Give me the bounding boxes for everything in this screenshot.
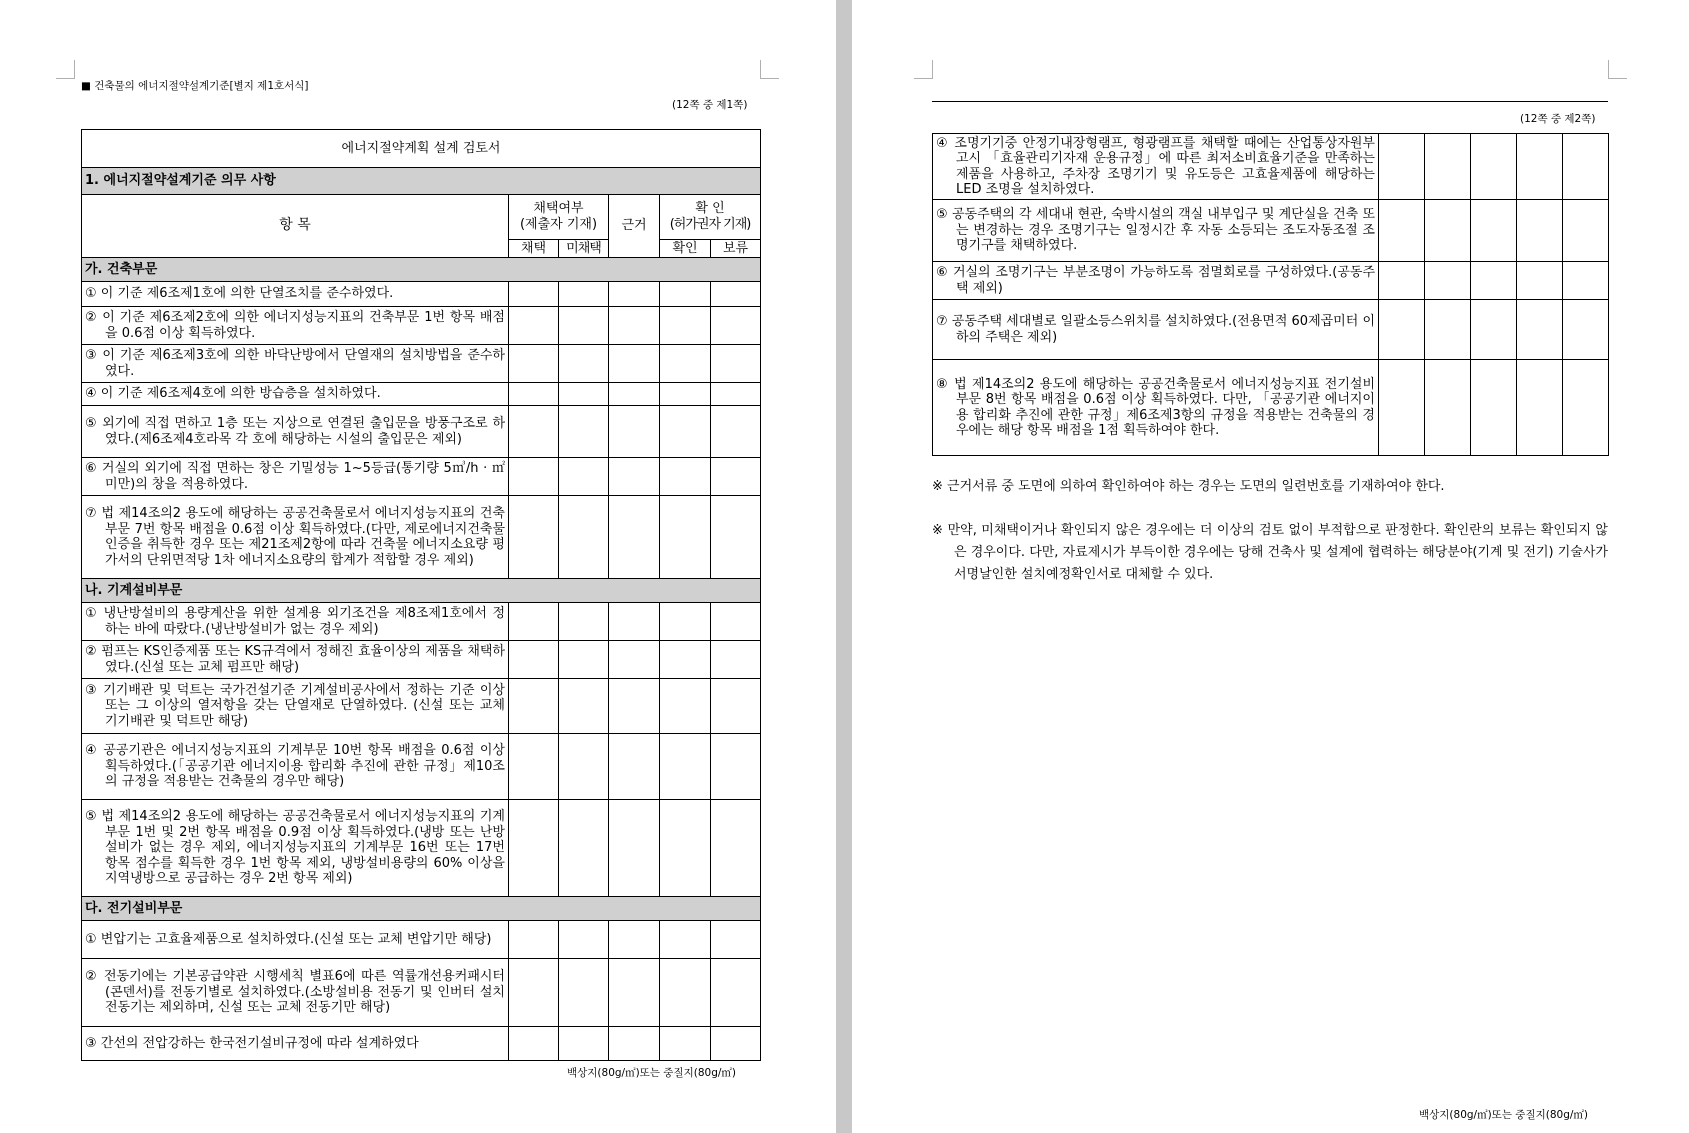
item-text: ⑥ 거실의 조명기구는 부분조명이 가능하도록 점멸회로를 구성하였다.(공동주택 제외) [936, 265, 1375, 296]
pending-checkbox[interactable] [711, 603, 761, 641]
confirmed-checkbox[interactable] [660, 679, 711, 734]
note-drawing-number: ※ 근거서류 중 도면에 의하여 확인하여야 하는 경우는 도면의 일련번호를 기재하여야 한다. [932, 479, 1445, 494]
pending-checkbox[interactable] [711, 282, 761, 307]
basis-field[interactable] [1471, 360, 1517, 456]
adopted-checkbox[interactable] [1379, 200, 1425, 262]
basis-field[interactable] [609, 282, 660, 307]
crop-mark [760, 60, 779, 79]
item-text: ④ 공공기관은 에너지성능지표의 기계부문 10번 항목 배점을 0.6점 이상 획득하였다.(「공공기관 에너지이용 합리화 추진에 관한 규정」제10조의 규정을 적용받는 건축물의 경우만 해당) [85, 743, 505, 790]
confirmed-checkbox[interactable] [660, 641, 711, 679]
table-row [82, 641, 761, 679]
pending-checkbox[interactable] [711, 345, 761, 383]
item-text: ③ 이 기준 제6조제3호에 의한 바닥난방에서 단열재의 설치방법을 준수하였다. [85, 348, 505, 379]
adopted-checkbox[interactable] [509, 307, 559, 345]
document-title: 에너지절약계획 설계 검토서 [82, 130, 761, 168]
not-adopted-checkbox[interactable] [559, 458, 609, 496]
adopted-checkbox[interactable] [1379, 134, 1425, 200]
pending-checkbox[interactable] [711, 959, 761, 1027]
item-text: ① 변압기는 고효율제품으로 설치하였다.(신설 또는 교체 변압기만 해당) [85, 931, 492, 947]
adopted-checkbox[interactable] [509, 800, 559, 897]
column-header-basis: 근거 [609, 195, 660, 258]
page-number: (12쪽 중 제2쪽) [1520, 113, 1596, 125]
not-adopted-checkbox[interactable] [559, 641, 609, 679]
not-adopted-checkbox[interactable] [559, 307, 609, 345]
confirmed-checkbox[interactable] [1517, 300, 1563, 360]
confirmed-checkbox[interactable] [660, 800, 711, 897]
not-adopted-checkbox[interactable] [1425, 134, 1471, 200]
basis-field[interactable] [609, 641, 660, 679]
confirm-label: 확 인 [695, 201, 725, 216]
table-row [933, 262, 1609, 300]
pending-checkbox[interactable] [711, 800, 761, 897]
table-row [82, 345, 761, 383]
adopted-checkbox[interactable] [509, 603, 559, 641]
pending-checkbox[interactable] [711, 406, 761, 458]
crop-mark [56, 60, 75, 79]
adopted-checkbox[interactable] [509, 641, 559, 679]
item-text: ① 이 기준 제6조제1호에 의한 단열조치를 준수하였다. [85, 286, 394, 302]
confirmed-checkbox[interactable] [660, 345, 711, 383]
confirmed-checkbox[interactable] [660, 959, 711, 1027]
paper-spec-footer: 백상지(80g/㎡)또는 중질지(80g/㎡) [1419, 1109, 1588, 1121]
column-header-adopted: 채택 [509, 240, 559, 258]
table-row [82, 1027, 761, 1061]
confirmed-checkbox[interactable] [1517, 262, 1563, 300]
table-row [82, 959, 761, 1027]
pending-checkbox[interactable] [711, 307, 761, 345]
header-rule [932, 101, 1608, 102]
table-row [82, 307, 761, 345]
item-text: ② 펌프는 KS인증제품 또는 KS규격에서 정해진 효율이상의 제품을 채택하였다.(신설 또는 교체 펌프만 해당) [85, 644, 505, 675]
item-text: ⑦ 법 제14조의2 용도에 해당하는 공공건축물로서 에너지성능지표의 건축부문 7번 항목 배점을 0.6점 이상 획득하였다.(다만, 제로에너지건축물 인증을 취득한 경우 또는 제21조제2항에 따라 건축물 에너지소요량 평가서의 단위면적당 1차 에너지소요량의 합계가 적합할 경우 제외) [85, 506, 505, 568]
document-page-1 [0, 0, 836, 1133]
column-header-confirm [660, 195, 761, 240]
pending-checkbox[interactable] [1563, 300, 1609, 360]
table-row [933, 134, 1609, 200]
confirmed-checkbox[interactable] [1517, 134, 1563, 200]
adopted-checkbox[interactable] [1379, 300, 1425, 360]
not-adopted-checkbox[interactable] [1425, 300, 1471, 360]
adopted-checkbox[interactable] [1379, 262, 1425, 300]
document-page-2 [852, 0, 1689, 1133]
not-adopted-checkbox[interactable] [559, 679, 609, 734]
item-text: ⑤ 법 제14조의2 용도에 해당하는 공공건축물로서 에너지성능지표의 기계부문 1번 및 2번 항목 배점을 0.9점 이상 획득하였다.(냉방 또는 난방설비가 없는 경우 제외, 에너지성능지표의 기계부문 16번 또는 17번 항목 점수를 획득한 경우 1번 항목 제외, 냉방설비용량의 60% 이상을 지역냉방으로 공급하는 경우 2번 항목 제외) [85, 809, 505, 887]
adopted-checkbox[interactable] [509, 345, 559, 383]
table-row [82, 458, 761, 496]
confirmed-checkbox[interactable] [660, 496, 711, 579]
adopted-checkbox[interactable] [509, 458, 559, 496]
confirmed-checkbox[interactable] [660, 921, 711, 959]
item-text: ⑥ 거실의 외기에 직접 면하는 창은 기밀성능 1~5등급(통기량 5㎥/h · ㎡ 미만)의 창을 적용하였다. [85, 461, 505, 492]
pending-checkbox[interactable] [1563, 134, 1609, 200]
not-adopted-checkbox[interactable] [559, 406, 609, 458]
review-table-page-1 [81, 129, 761, 1061]
basis-field[interactable] [1471, 200, 1517, 262]
table-row [82, 406, 761, 458]
basis-field[interactable] [609, 921, 660, 959]
pending-checkbox[interactable] [1563, 360, 1609, 456]
adopted-checkbox[interactable] [509, 1027, 559, 1061]
basis-field[interactable] [609, 406, 660, 458]
table-row [82, 282, 761, 307]
not-adopted-checkbox[interactable] [559, 282, 609, 307]
confirmed-checkbox[interactable] [660, 603, 711, 641]
adopted-checkbox[interactable] [509, 959, 559, 1027]
confirmed-checkbox[interactable] [660, 307, 711, 345]
not-adopted-checkbox[interactable] [559, 1027, 609, 1061]
column-header-item: 항 목 [82, 195, 509, 258]
confirmed-checkbox[interactable] [660, 282, 711, 307]
pending-checkbox[interactable] [711, 1027, 761, 1061]
confirmed-checkbox[interactable] [660, 383, 711, 406]
not-adopted-checkbox[interactable] [559, 734, 609, 800]
basis-field[interactable] [609, 1027, 660, 1061]
column-header-pending: 보류 [711, 240, 761, 258]
table-row [82, 383, 761, 406]
crop-mark [1608, 60, 1627, 79]
item-text: ⑤ 공동주택의 각 세대내 현관, 숙박시설의 객실 내부입구 및 계단실을 건축 또는 변경하는 경우 조명기구는 일정시간 후 자동 소등되는 조도자동조절 조명기구를 채택하였다. [936, 207, 1375, 254]
confirmed-checkbox[interactable] [1517, 360, 1563, 456]
adopted-checkbox[interactable] [509, 734, 559, 800]
group-title-electrical: 다. 전기설비부문 [82, 897, 761, 921]
item-text: ③ 기기배관 및 덕트는 국가건설기준 기계설비공사에서 정하는 기준 이상 또는 그 이상의 열저항을 갖는 단열재로 단열하였다. (신설 또는 교체 기기배관 및 덕트만 해당) [85, 682, 505, 729]
adopted-checkbox[interactable] [1379, 360, 1425, 456]
item-text: ② 이 기준 제6조제2호에 의한 에너지성능지표의 건축부문 1번 항목 배점을 0.6점 이상 획득하였다. [85, 310, 505, 341]
table-row [933, 300, 1609, 360]
form-header: ■ 건축물의 에너지절약설계기준[별지 제1호서식] [81, 80, 309, 92]
basis-field[interactable] [609, 959, 660, 1027]
adoption-sub-label: (제출자 기재) [519, 217, 598, 232]
not-adopted-checkbox[interactable] [559, 383, 609, 406]
review-table-page-2 [932, 133, 1609, 456]
adopted-checkbox[interactable] [509, 921, 559, 959]
confirmed-checkbox[interactable] [660, 458, 711, 496]
table-row [933, 360, 1609, 456]
adopted-checkbox[interactable] [509, 679, 559, 734]
item-text: ⑧ 법 제14조의2 용도에 해당하는 공공건축물로서 에너지성능지표 전기설비부문 8번 항목 배점을 0.6점 이상 획득하였다. 다만, 「공공기관 에너지이용 합리화 추진에 관한 규정」제6조제3항의 규정을 적용받는 건축물의 경우에는 해당 항목 배점을 1점 획득하여야 한다. [936, 376, 1375, 438]
confirmed-checkbox[interactable] [660, 406, 711, 458]
adopted-checkbox[interactable] [509, 383, 559, 406]
pending-checkbox[interactable] [711, 496, 761, 579]
table-row [82, 603, 761, 641]
adoption-label: 채택여부 [533, 201, 584, 216]
not-adopted-checkbox[interactable] [1425, 200, 1471, 262]
pending-checkbox[interactable] [1563, 200, 1609, 262]
pending-checkbox[interactable] [711, 641, 761, 679]
basis-field[interactable] [1471, 134, 1517, 200]
confirmed-checkbox[interactable] [660, 734, 711, 800]
adopted-checkbox[interactable] [509, 496, 559, 579]
not-adopted-checkbox[interactable] [1425, 360, 1471, 456]
item-text: ④ 이 기준 제6조제4호에 의한 방습층을 설치하였다. [85, 386, 381, 402]
basis-field[interactable] [609, 800, 660, 897]
not-adopted-checkbox[interactable] [559, 959, 609, 1027]
adopted-checkbox[interactable] [509, 406, 559, 458]
not-adopted-checkbox[interactable] [1425, 262, 1471, 300]
pending-checkbox[interactable] [711, 921, 761, 959]
column-header-not-adopted: 미채택 [559, 240, 609, 258]
crop-mark [914, 60, 933, 79]
item-text: ⑦ 공동주택 세대별로 일괄소등스위치를 설치하였다.(전용면적 60제곱미터 이하의 주택은 제외) [936, 314, 1375, 345]
item-text: ④ 조명기기중 안정기내장형램프, 형광램프를 채택할 때에는 산업통상자원부 고시 「효율관리기자재 운용규정」에 따른 최저소비효율기준을 만족하는 제품을 사용하고, 주차장 조명기기 및 유도등은 고효율제품에 해당하는 LED 조명을 설치하였다. [936, 135, 1375, 197]
basis-field[interactable] [1471, 262, 1517, 300]
column-header-adoption [509, 195, 609, 240]
pending-checkbox[interactable] [711, 679, 761, 734]
basis-field[interactable] [609, 496, 660, 579]
basis-field[interactable] [609, 345, 660, 383]
pending-checkbox[interactable] [711, 458, 761, 496]
item-text: ⑤ 외기에 직접 면하고 1층 또는 지상으로 연결된 출입문을 방풍구조로 하였다.(제6조제4호라목 각 호에 해당하는 시설의 출입문은 제외) [85, 416, 505, 447]
pending-checkbox[interactable] [1563, 262, 1609, 300]
confirmed-checkbox[interactable] [1517, 200, 1563, 262]
basis-field[interactable] [609, 734, 660, 800]
pending-checkbox[interactable] [711, 383, 761, 406]
basis-field[interactable] [609, 307, 660, 345]
adopted-checkbox[interactable] [509, 282, 559, 307]
basis-field[interactable] [609, 679, 660, 734]
not-adopted-checkbox[interactable] [559, 800, 609, 897]
basis-field[interactable] [609, 603, 660, 641]
table-row [933, 200, 1609, 262]
table-row [82, 800, 761, 897]
table-row [82, 921, 761, 959]
not-adopted-checkbox[interactable] [559, 345, 609, 383]
group-title-architecture: 가. 건축부문 [82, 258, 761, 282]
basis-field[interactable] [609, 383, 660, 406]
table-row [82, 734, 761, 800]
confirmed-checkbox[interactable] [660, 1027, 711, 1061]
group-title-mechanical: 나. 기계설비부문 [82, 579, 761, 603]
note-judgement: ※ 만약, 미채택이거나 확인되지 않은 경우에는 더 이상의 검토 없이 부적합으로 판정한다. 확인란의 보류는 확인되지 않은 경우이다. 다만, 자료제시가 부득이한 경우에는 당해 건축사 및 설계에 협력하는 해당분야(기계 및 전기) 기술사가 서명날인한 설치예정확인서로 대체할 수 있다. [932, 523, 1608, 582]
pending-checkbox[interactable] [711, 734, 761, 800]
item-text: ② 전동기에는 기본공급약관 시행세칙 별표6에 따른 역률개선용커패시터(콘덴서)를 전동기별로 설치하였다.(소방설비용 전동기 및 인버터 설치 전동기는 제외하며, 신설 또는 교체 전동기만 해당) [85, 969, 505, 1016]
basis-field[interactable] [1471, 300, 1517, 360]
paper-spec-footer: 백상지(80g/㎡)또는 중질지(80g/㎡) [567, 1067, 736, 1079]
item-text: ③ 간선의 전압강하는 한국전기설비규정에 따라 설계하였다 [85, 1035, 419, 1051]
page-number: (12쪽 중 제1쪽) [672, 99, 748, 111]
table-row [82, 679, 761, 734]
table-row [82, 496, 761, 579]
basis-field[interactable] [609, 458, 660, 496]
section-title: 1. 에너지절약설계기준 의무 사항 [82, 168, 761, 195]
not-adopted-checkbox[interactable] [559, 496, 609, 579]
confirm-sub-label: (허가권자 기재) [669, 217, 751, 232]
not-adopted-checkbox[interactable] [559, 921, 609, 959]
not-adopted-checkbox[interactable] [559, 603, 609, 641]
item-text: ① 냉난방설비의 용량계산을 위한 설계용 외기조건을 제8조제1호에서 정하는 바에 따랐다.(냉난방설비가 없는 경우 제외) [85, 606, 505, 637]
column-header-confirmed: 확인 [660, 240, 711, 258]
